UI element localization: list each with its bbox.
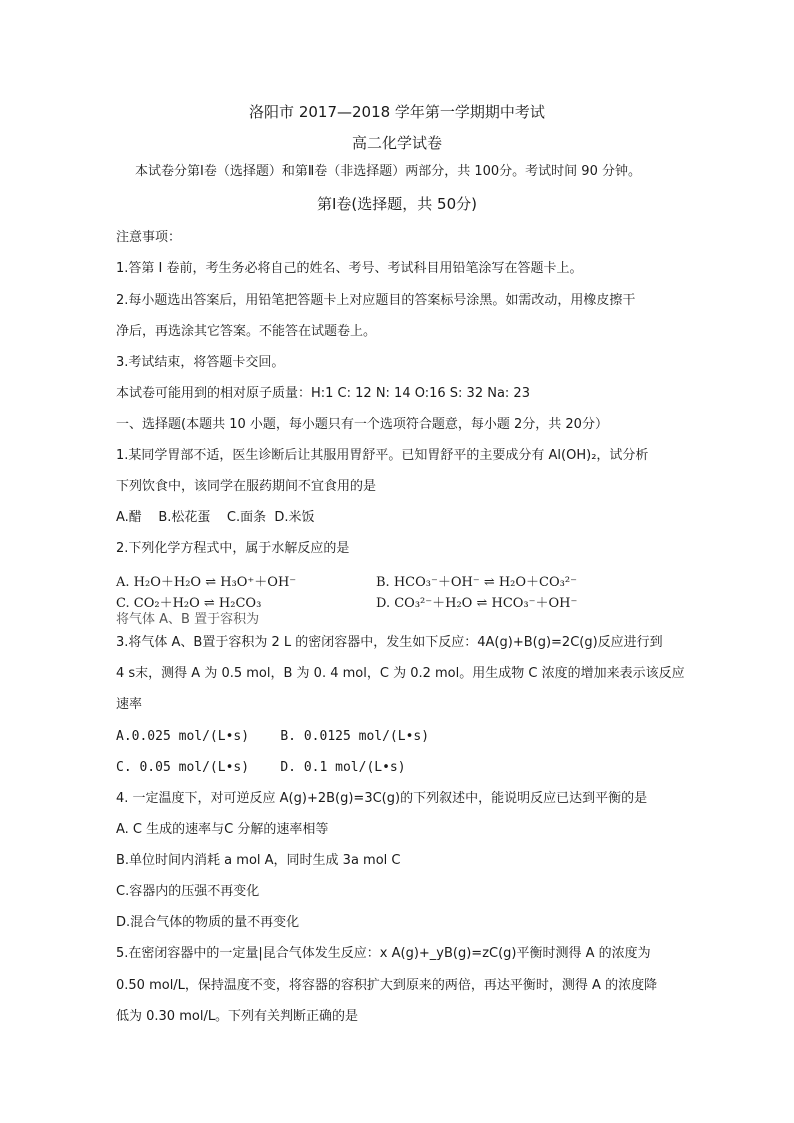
q4-option-c: C.容器内的压强不再变化 [116,884,260,899]
q3-stem-line-3: 速率 [116,697,143,712]
q4-stem: 4. 一定温度下，对可逆反应 A(g)+2B(g)=3C(g)的下列叙述中，能说明反应已达到平衡的是 [116,791,648,806]
note-item-2-line-2: 净后，再选涂其它答案。不能答在试题卷上。 [116,324,377,339]
q2-stem: 2.下列化学方程式中，属于水解反应的是 [116,541,350,556]
q2-option-b: B. HCO₃⁻＋OH⁻ ⇌ H₂O＋CO₃²⁻ [376,575,577,590]
q1-stem-line-1: 1.某同学胃部不适，医生诊断后让其服用胃舒平。已知胃舒平的主要成分有 Al(OH)₂，试分析 [116,448,649,463]
q4-option-a: A. C 生成的速率与C 分解的速率相等 [116,822,329,837]
q2-option-d: D. CO₃²⁻＋H₂O ⇌ HCO₃⁻＋OH⁻ [376,596,578,611]
q2-option-c: C. CO₂＋H₂O ⇌ H₂CO₃ [116,596,262,611]
q3-stem-line-1: 3.将气体 A、B置于容积为 2 L 的密闭容器中，发生如下反应：4A(g)+B(g)=2C(g)反应进行到 [116,635,663,650]
exam-title: 洛阳市 2017—2018 学年第一学期期中考试 [249,103,545,121]
cropped-text-fragment: 将气体 A、B 置于容积为 [116,612,260,627]
q3-stem-line-2: 4 s末，测得 A 为 0.5 mol，B 为 0. 4 mol，C 为 0.2 mol。用生成物 C 浓度的增加来表示该反应 [116,666,685,681]
q4-option-d: D.混合气体的物质的量不再变化 [116,915,300,930]
q3-options-cd: C. 0.05 mol/(L•s) D. 0.1 mol/(L•s) [116,760,406,775]
q2-option-a: A. H₂O＋H₂O ⇌ H₃O⁺＋OH⁻ [116,575,297,590]
q3-options-ab: A.0.025 mol/(L•s) B. 0.0125 mol/(L•s) [116,729,430,744]
exam-subtitle: 高二化学试卷 [351,134,442,152]
q5-stem-line-1: 5.在密闭容器中的一定量|昆合气体发生反应：x A(g)+_yB(g)=zC(g)平衡时测得 A 的浓度为 [116,946,651,961]
section-title: 第Ⅰ卷(选择题，共 50分) [317,195,477,213]
note-item-1: 1.答第 I 卷前，考生务必将自己的姓名、考号、考试科目用铅笔涂写在答题卡上。 [116,261,583,276]
q1-options: A.醋 B.松花蛋 C.面条 D.米饭 [116,510,315,525]
part1-heading: 一、选择题(本题共 10 小题，每小题只有一个选项符合题意，每小题 2分，共 20分） [116,417,608,432]
note-item-3: 3.考试结束，将答题卡交回。 [116,355,285,370]
q4-option-b: B.单位时间内消耗 a mol A，同时生成 3a mol C [116,853,401,868]
note-item-2-line-1: 2.每小题选出答案后，用铅笔把答题卡上对应题目的答案标号涂黑。如需改动，用橡皮擦干 [116,293,636,308]
q5-stem-line-3: 低为 0.30 mol/L。下列有关判断正确的是 [116,1009,359,1024]
q5-stem-line-2: 0.50 mol/L，保持温度不变，将容器的容积扩大到原来的两倍，再达平衡时，测得 A 的浓度降 [116,978,658,993]
atomic-mass-line: 本试卷可能用到的相对原子质量：H:1 C: 12 N: 14 O:16 S: 32 Na: 23 [116,386,530,401]
exam-intro: 本试卷分第Ⅰ卷（选择题）和第Ⅱ卷（非选择题）两部分，共 100分。考试时间 90 分钟。 [135,164,641,179]
notes-heading: 注意事项： [116,230,182,245]
q1-stem-line-2: 下列饮食中，该同学在服药期间不宜食用的是 [116,479,377,494]
